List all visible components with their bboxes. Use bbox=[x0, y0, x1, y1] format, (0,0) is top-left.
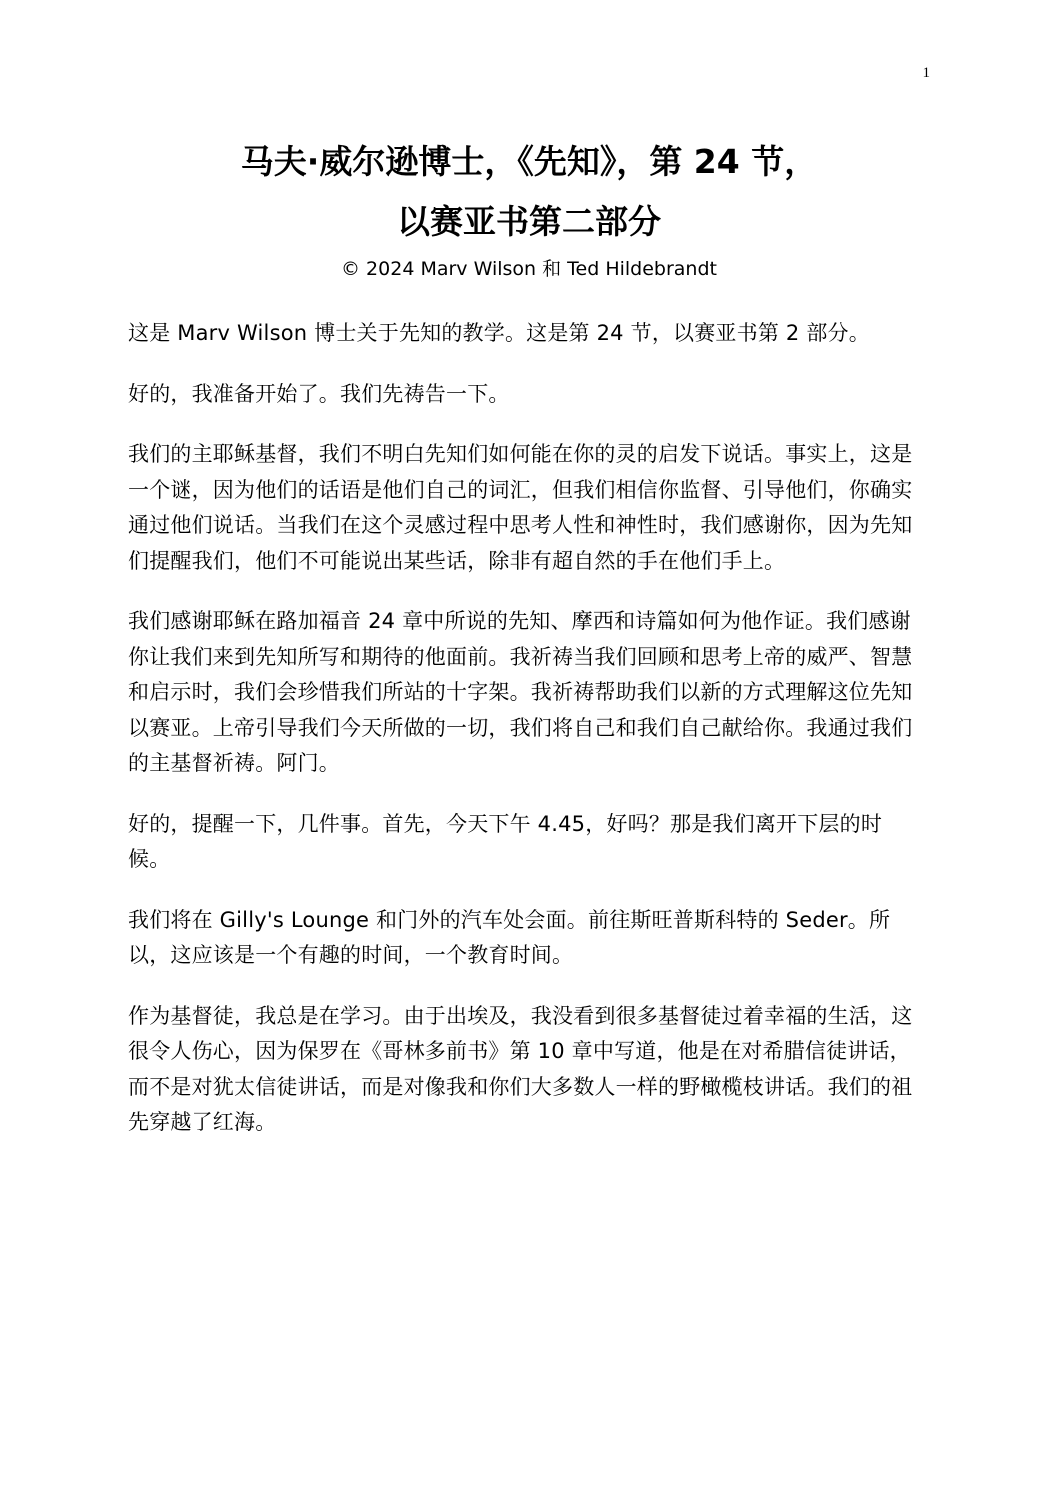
document-title-line-1: 马夫·威尔逊博士，《先知》，第 24 节， bbox=[240, 142, 818, 181]
page-number: 1 bbox=[922, 65, 930, 81]
paragraph-prayer-start: 好的，我准备开始了。我们先祷告一下。 bbox=[128, 381, 510, 406]
paragraph-exodus: 作为基督徒，我总是在学习。由于出埃及，我没看到很多基督徒过着幸福的生活，这很令人伤心，因为保罗在《哥林多前书》第 10 章中写道，他是在对希腊信徒讲话，而不是对犹太信徒讲话，而是对像我和你们大多数人一样的野橄榄枝讲话。我们的祖先穿越了红海。 bbox=[128, 1003, 913, 1134]
copyright-notice: © 2024 Marv Wilson 和 Ted Hildebrandt bbox=[341, 258, 717, 280]
paragraph-prayer-2: 我们感谢耶稣在路加福音 24 章中所说的先知、摩西和诗篇如何为他作证。我们感谢你让我们来到先知所写和期待的他面前。我祈祷当我们回顾和思考上帝的威严、智慧和启示时，我们会珍惜我们所站的十字架。我祈祷帮助我们以新的方式理解这位先知以赛亚。上帝引导我们今天所做的一切，我们将自己和我们自己献给你。我通过我们的主基督祈祷。阿门。 bbox=[128, 609, 913, 775]
paragraph-reminder: 好的，提醒一下，几件事。首先，今天下午 4.45，好吗？那是我们离开下层的时候。 bbox=[128, 811, 883, 871]
paragraph-prayer-1: 我们的主耶稣基督，我们不明白先知们如何能在你的灵的启发下说话。事实上，这是一个谜，因为他们的话语是他们自己的词汇，但我们相信你监督、引导他们，你确实通过他们说话。当我们在这个灵感过程中思考人性和神性时，我们感谢你，因为先知们提醒我们，他们不可能说出某些话，除非有超自然的手在他们手上。 bbox=[128, 442, 913, 573]
document-body bbox=[128, 316, 918, 1141]
paragraph-intro: 这是 Marv Wilson 博士关于先知的教学。这是第 24 节，以赛亚书第 2 部分。 bbox=[128, 321, 870, 345]
document-title-line-2: 以赛亚书第二部分 bbox=[397, 202, 661, 241]
paragraph-meeting: 我们将在 Gilly's Lounge 和门外的汽车处会面。前往斯旺普斯科特的 Seder。所以，这应该是一个有趣的时间，一个教育时间。 bbox=[128, 907, 891, 967]
